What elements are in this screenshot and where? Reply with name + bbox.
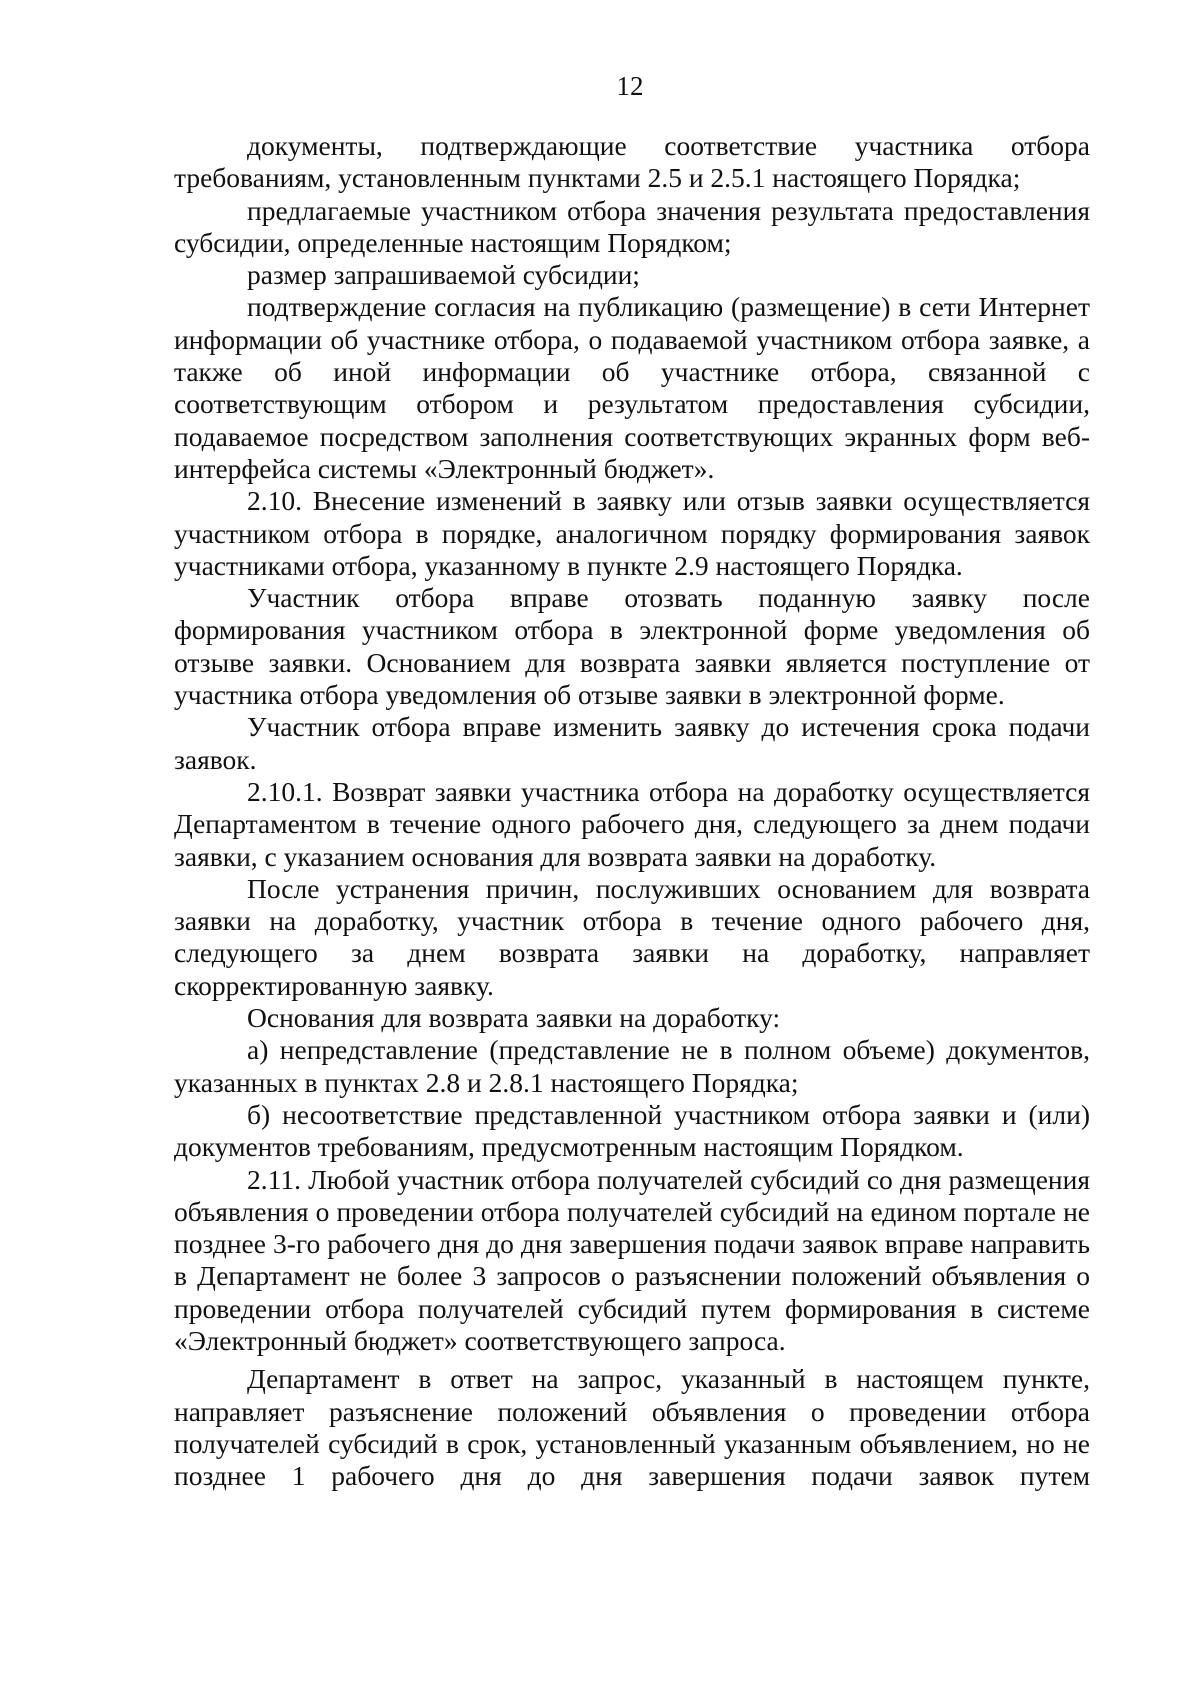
paragraph-subsidy-amount: размер запрашиваемой субсидии; [247, 259, 640, 291]
paragraph-withdrawal: Участник отбора вправе отозвать поданную заявку после формирования участником отбора в электронной форме уведомления об отзыве заявки. Основанием для возврата заявки является поступление от участника отбора уведомления об отзыве заявки в электронной форме. [174, 582, 1090, 711]
list-item-b: б) несоответствие представленной участником отбора заявки и (или) документов требованиям, предусмотренным настоящим Порядком. [174, 1098, 1090, 1163]
document-body [174, 130, 1090, 1492]
page-number: 12 [616, 71, 644, 101]
paragraph-publication-consent: подтверждение согласия на публикацию (размещение) в сети Интернет информации об участнике отбора, о подаваемой участником отбора заявке, а также об иной информации об участнике отбора, связанной с соответствующим отбором и результатом предоставления субсидии, подаваемое посредством заполнения соответствующих экранных форм веб-интерфейса системы «Электронный бюджет». [174, 291, 1090, 484]
list-item-a: а) непредставление (представление не в полном объеме) документов, указанных в пунктах 2.8 и 2.8.1 настоящего Порядка; [174, 1034, 1090, 1098]
paragraph-documents: документы, подтверждающие соответствие участника отбора требованиям, установленным пунктами 2.5 и 2.5.1 настоящего Порядка; [174, 130, 1090, 194]
paragraph-result-values: предлагаемые участником отбора значения результата предоставления субсидии, определенные настоящим Порядком; [174, 194, 1090, 258]
paragraph-change-deadline: Участник отбора вправе изменить заявку до истечения срока подачи заявок. [174, 711, 1090, 775]
paragraph-department-response: Департамент в ответ на запрос, указанный в настоящем пункте, направляет разъяснение положений объявления о проведении отбора получателей субсидий в срок, установленный указанным объявлением, но не позднее 1 рабочего дня до дня завершения подачи заявок путем [174, 1363, 1090, 1492]
paragraph-return-grounds-heading: Основания для возврата заявки на доработку: [247, 1002, 781, 1034]
paragraph-2-10: 2.10. Внесение изменений в заявку или отзыв заявки осуществляется участником отбора в порядке, аналогичном порядку формирования заявок участниками отбора, указанному в пункте 2.9 настоящего Порядка. [174, 485, 1090, 581]
paragraph-resubmission: После устранения причин, послуживших основанием для возврата заявки на доработку, участник отбора в течение одного рабочего дня, следующего за днем возврата заявки на доработку, направляет скорректированную заявку. [174, 872, 1090, 1001]
paragraph-2-11: 2.11. Любой участник отбора получателей субсидий со дня размещения объявления о проведении отбора получателей субсидий на едином портале не позднее 3-го рабочего дня до дня завершения подачи заявок вправе направить в Департамент не более 3 запросов о разъяснении положений объявления о проведении отбора получателей субсидий путем формирования в системе «Электронный бюджет» соответствующего запроса. [174, 1163, 1090, 1356]
paragraph-2-10-1: 2.10.1. Возврат заявки участника отбора на доработку осуществляется Департаментом в течение одного рабочего дня, следующего за днем подачи заявки, с указанием основания для возврата заявки на доработку. [174, 775, 1090, 872]
